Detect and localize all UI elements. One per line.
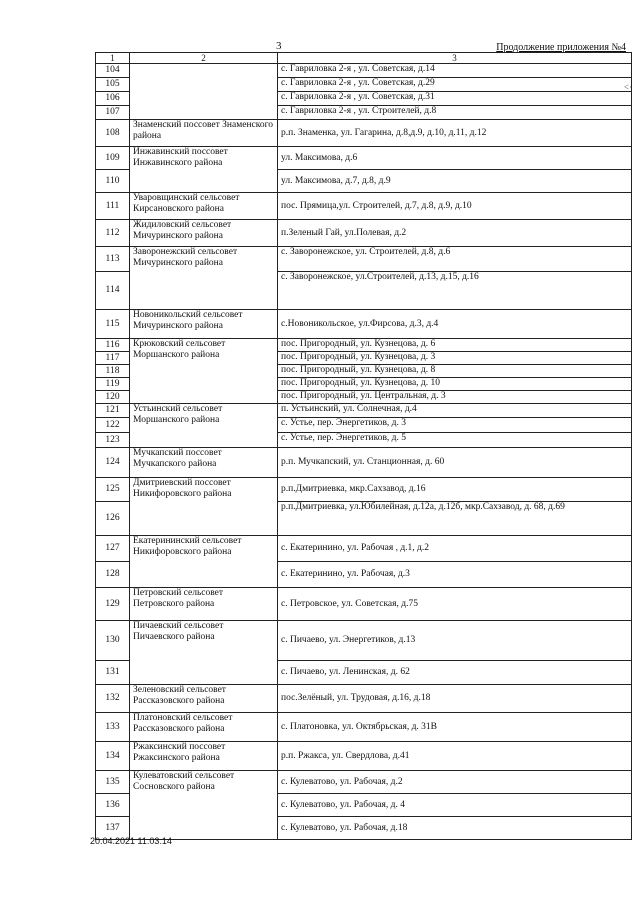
- address-cell: пос. Пригородный, ул. Кузнецова, д. 8: [278, 365, 632, 378]
- continuation-label: Продолжение приложения №4: [496, 42, 626, 53]
- row-number: 134: [96, 742, 130, 771]
- address-cell: пос. Пригородный, ул. Кузнецова, д. 6: [278, 339, 632, 352]
- table-row: [96, 147, 632, 170]
- address-cell: с. Заворонежское, ул.Строителей, д.13, д.15, д.16: [278, 272, 632, 310]
- row-number: 116: [96, 339, 130, 352]
- table-row: [96, 247, 632, 272]
- address-cell: пос. Прямица,ул. Строителей, д.7, д.8, д.9, д.10: [278, 193, 632, 220]
- municipality-cell: Уваровщинский сельсовет Кирсановского района: [130, 193, 278, 220]
- table-row: [96, 685, 632, 713]
- address-cell: с. Кулеватово, ул. Рабочая, д.18: [278, 817, 632, 840]
- table-row: [96, 404, 632, 418]
- address-cell: пос. Пригородный, ул. Кузнецова, д. 10: [278, 378, 632, 391]
- row-number: 114: [96, 272, 130, 310]
- address-cell: с.Новоникольское, ул.Фирсова, д.3, д.4: [278, 310, 632, 339]
- column-header: 3: [278, 53, 632, 64]
- address-cell: с. Кулеватово, ул. Рабочая, д. 4: [278, 794, 632, 817]
- municipality-cell: Инжавинский поссовет Инжавинского района: [130, 147, 278, 193]
- row-number: 107: [96, 106, 130, 120]
- table-row: [96, 621, 632, 661]
- address-cell: с. Гавриловка 2-я , ул. Советская, д.29: [278, 78, 632, 92]
- municipality-cell: Знаменский поссовет Знаменского района: [130, 120, 278, 147]
- table-row: [96, 713, 632, 742]
- municipality-cell: Устьинский сельсовет Моршанского района: [130, 404, 278, 448]
- addresses-table: [95, 52, 632, 840]
- row-number: 120: [96, 391, 130, 404]
- row-number: 127: [96, 536, 130, 562]
- row-number: 130: [96, 621, 130, 661]
- column-header: 1: [96, 53, 130, 64]
- municipality-cell: Дмитриевский поссовет Никифоровского района: [130, 478, 278, 536]
- address-cell: р.п. Ржакса, ул. Свердлова, д.41: [278, 742, 632, 771]
- address-cell: пос.Зелёный, ул. Трудовая, д.16, д.18: [278, 685, 632, 713]
- row-number: 122: [96, 418, 130, 433]
- address-cell: ул. Максимова, д.7, д.8, д.9: [278, 170, 632, 193]
- address-cell: с. Петровское, ул. Советская, д.75: [278, 588, 632, 621]
- row-number: 131: [96, 661, 130, 685]
- row-number: 113: [96, 247, 130, 272]
- address-cell: с. Пичаево, ул. Энергетиков, д.13: [278, 621, 632, 661]
- municipality-cell: [130, 64, 278, 120]
- municipality-cell: Ржаксинский поссовет Ржаксинского района: [130, 742, 278, 771]
- municipality-cell: Петровский сельсовет Петровского района: [130, 588, 278, 621]
- address-cell: р.п.Дмитриевка, ул.Юбилейная, д.12а, д.12б, мкр.Сахзавод, д. 68, д.69: [278, 502, 632, 536]
- municipality-cell: Кулеватовский сельсовет Сосновского района: [130, 771, 278, 840]
- row-number: 135: [96, 771, 130, 794]
- row-number: 115: [96, 310, 130, 339]
- address-cell: р.п. Мучкапский, ул. Станционная, д. 60: [278, 448, 632, 478]
- address-cell: пос. Пригородный, ул. Центральная, д. 3: [278, 391, 632, 404]
- table-row: [96, 193, 632, 220]
- address-cell: с. Кулеватово, ул. Рабочая, д.2: [278, 771, 632, 794]
- address-cell: с. Устье, пер. Энергетиков, д. 3: [278, 418, 632, 433]
- row-number: 132: [96, 685, 130, 713]
- row-number: 117: [96, 352, 130, 365]
- row-number: 124: [96, 448, 130, 478]
- municipality-cell: Платоновский сельсовет Рассказовского района: [130, 713, 278, 742]
- table-row: [96, 339, 632, 352]
- row-number: 105: [96, 78, 130, 92]
- margin-mark: ˂·: [623, 82, 632, 92]
- table-row: [96, 64, 632, 78]
- column-header: 2: [130, 53, 278, 64]
- row-number: 128: [96, 562, 130, 588]
- row-number: 123: [96, 433, 130, 448]
- address-cell: с. Платоновка, ул. Октябрьская, д. 31В: [278, 713, 632, 742]
- page-number: 3: [276, 40, 282, 52]
- row-number: 125: [96, 478, 130, 502]
- address-cell: ул. Максимова, д.6: [278, 147, 632, 170]
- municipality-cell: Заворонежский сельсовет Мичуринского района: [130, 247, 278, 310]
- address-cell: с. Заворонежское, ул. Строителей, д.8, д.6: [278, 247, 632, 272]
- row-number: 110: [96, 170, 130, 193]
- table-row: [96, 448, 632, 478]
- municipality-cell: Мучкапский поссовет Мучкапского района: [130, 448, 278, 478]
- address-cell: с. Устье, пер. Энергетиков, д. 5: [278, 433, 632, 448]
- address-cell: пос. Пригородный, ул. Кузнецова, д. 3: [278, 352, 632, 365]
- row-number: 108: [96, 120, 130, 147]
- table-row: [96, 536, 632, 562]
- row-number: 112: [96, 220, 130, 247]
- row-number: 133: [96, 713, 130, 742]
- row-number: 119: [96, 378, 130, 391]
- row-number: 137: [96, 817, 130, 840]
- row-number: 118: [96, 365, 130, 378]
- address-cell: с. Екатеринино, ул. Рабочая, д.3: [278, 562, 632, 588]
- address-cell: с. Гавриловка 2-я , ул. Советская, д.14: [278, 64, 632, 78]
- table-row: [96, 310, 632, 339]
- row-number: 104: [96, 64, 130, 78]
- row-number: 136: [96, 794, 130, 817]
- address-cell: р.п. Знаменка, ул. Гагарина, д.8,д.9, д.10, д.11, д.12: [278, 120, 632, 147]
- address-cell: с. Гавриловка 2-я , ул. Строителей, д.8: [278, 106, 632, 120]
- print-timestamp: 20.04.2021 11:03:14: [90, 836, 172, 846]
- table-row: [96, 220, 632, 247]
- address-cell: п.Зеленый Гай, ул.Полевая, д.2: [278, 220, 632, 247]
- row-number: 126: [96, 502, 130, 536]
- address-cell: с. Гавриловка 2-я , ул. Советская, д.31: [278, 92, 632, 106]
- address-cell: с. Пичаево, ул. Ленинская, д. 62: [278, 661, 632, 685]
- address-cell: р.п.Дмитриевка, мкр.Сахзавод, д.16: [278, 478, 632, 502]
- table-header-row: [96, 53, 632, 64]
- table-row: [96, 588, 632, 621]
- table-row: [96, 120, 632, 147]
- address-cell: с. Екатеринино, ул. Рабочая , д.1, д.2: [278, 536, 632, 562]
- row-number: 111: [96, 193, 130, 220]
- table-row: [96, 742, 632, 771]
- row-number: 106: [96, 92, 130, 106]
- municipality-cell: Екатерининский сельсовет Никифоровского района: [130, 536, 278, 588]
- municipality-cell: Новоникольский сельсовет Мичуринского района: [130, 310, 278, 339]
- address-cell: п. Устьинский, ул. Солнечная, д.4: [278, 404, 632, 418]
- row-number: 109: [96, 147, 130, 170]
- row-number: 129: [96, 588, 130, 621]
- table-row: [96, 771, 632, 794]
- municipality-cell: Пичаевский сельсовет Пичаевского района: [130, 621, 278, 685]
- municipality-cell: Зеленовский сельсовет Рассказовского района: [130, 685, 278, 713]
- row-number: 121: [96, 404, 130, 418]
- table-row: [96, 478, 632, 502]
- municipality-cell: Жидиловский сельсовет Мичуринского района: [130, 220, 278, 247]
- municipality-cell: Крюковский сельсовет Моршанского района: [130, 339, 278, 404]
